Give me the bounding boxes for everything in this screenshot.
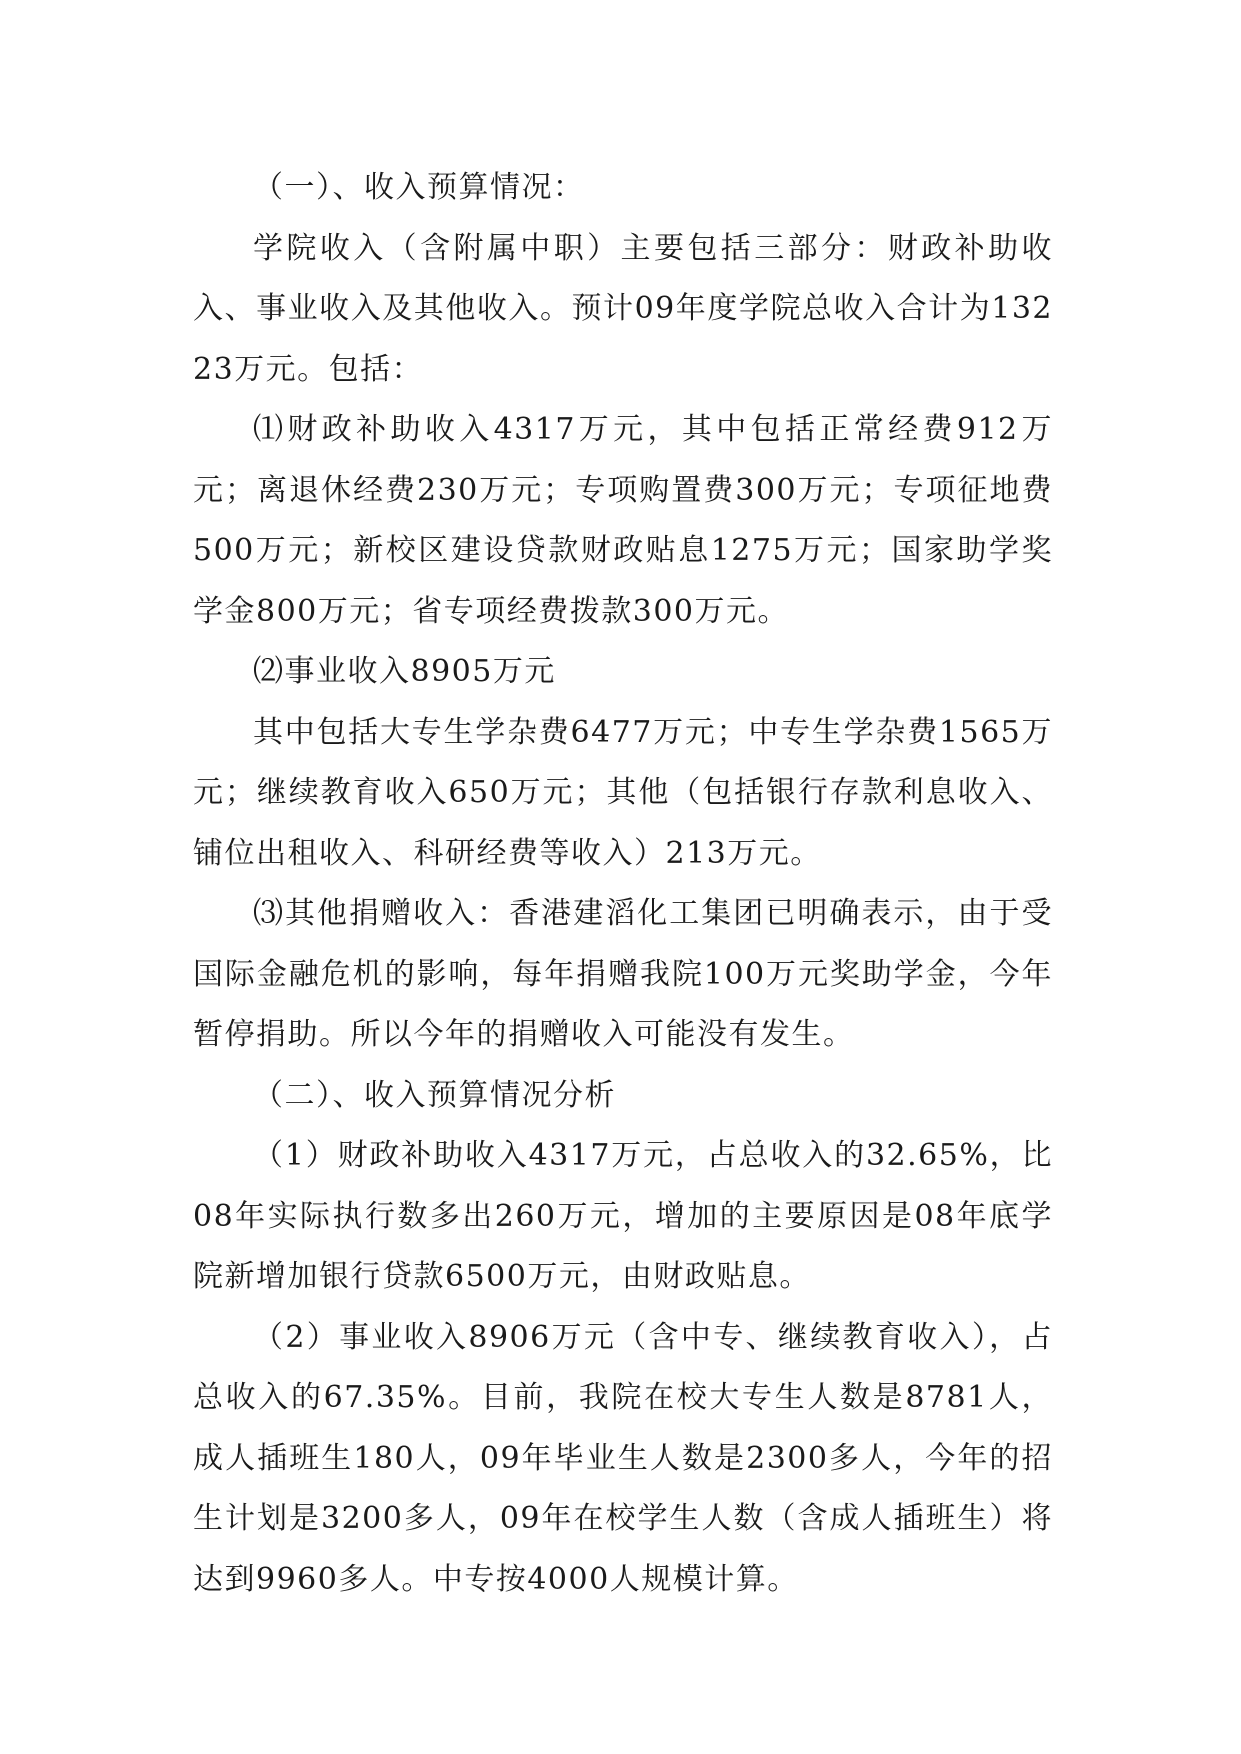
paragraph-income-overview: 学院收入（含附属中职）主要包括三部分：财政补助收入、事业收入及其他收入。预计09年度学院总收入合计为13223万元。包括：	[193, 230, 1053, 387]
paragraph-donation-income: ⑶其他捐赠收入：香港建滔化工集团已明确表示，由于受国际金融危机的影响，每年捐赠我院100万元奖助学金，今年暂停捐助。所以今年的捐赠收入可能没有发生。	[193, 896, 1053, 1052]
section-heading-income-analysis: （二）、收入预算情况分析	[253, 1077, 616, 1113]
paragraph-fiscal-subsidy: ⑴财政补助收入4317万元，其中包括正常经费912万元；离退休经费230万元；专项购置费300万元；专项征地费500万元；新校区建设贷款财政贴息1275万元；国家助学奖学金800万元；省专项经费拨款300万元。	[193, 412, 1053, 629]
paragraph-business-analysis: （2）事业收入8906万元（含中专、继续教育收入），占总收入的67.35%。目前，我院在校大专生人数是8781人，成人插班生180人，09年毕业生人数是2300多人，今年的招生计划是3200多人，09年在校学生人数（含成人插班生）将达到9960多人。中专按4000人规模计算。	[193, 1319, 1053, 1597]
paragraph-business-income-heading: ⑵事业收入8905万元	[253, 654, 556, 689]
paragraph-business-income-detail: 其中包括大专生学杂费6477万元；中专生学杂费1565万元；继续教育收入650万元；其他（包括银行存款利息收入、铺位出租收入、科研经费等收入）213万元。	[193, 714, 1053, 871]
paragraph-fiscal-analysis: （1）财政补助收入4317万元，占总收入的32.65%，比08年实际执行数多出260万元，增加的主要原因是08年底学院新增加银行贷款6500万元，由财政贴息。	[193, 1138, 1053, 1294]
document-body	[193, 158, 1053, 1610]
section-heading-income-budget: （一）、收入预算情况：	[253, 170, 585, 205]
